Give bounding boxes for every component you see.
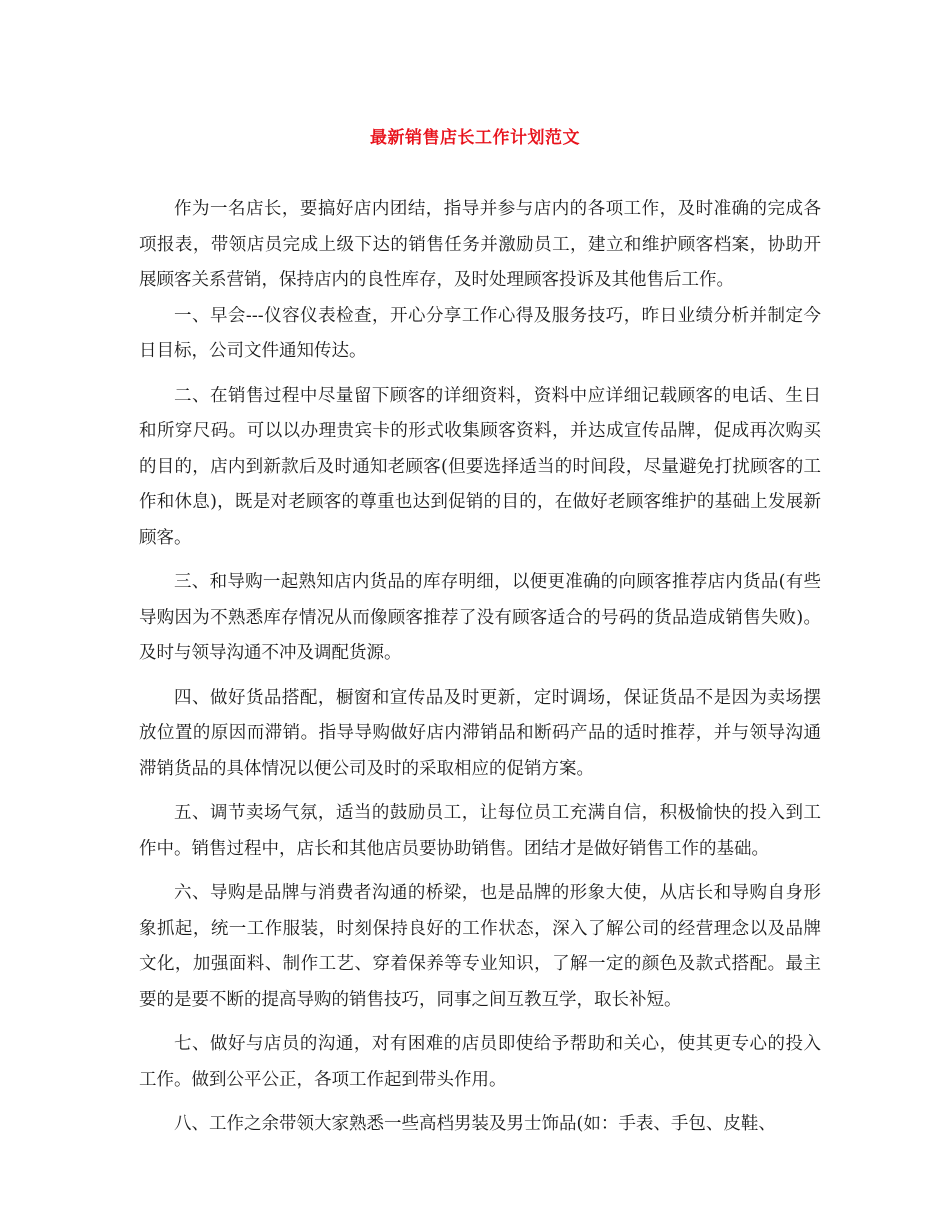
paragraph-item-3: 三、和导购一起熟知店内货品的库存明细，以便更准确的向顾客推荐店内货品(有些导购因为不熟悉库存情况从而像顾客推荐了没有顾客适合的号码的货品造成销售失败)。 及时与领导沟通不冲及调配货源。 xyxy=(139,572,821,663)
paragraph-item-4: 四、做好货品搭配，橱窗和宣传品及时更新，定时调场，保证货品不是因为卖场摆放位置的原因而滞销。指导导购做好店内滞销品和断码产品的适时推荐，并与领导沟通滞销货品的具体情况以便公司及时的采取相应的促销方案。 xyxy=(139,687,821,779)
document-body xyxy=(139,192,821,1143)
paragraph-item-1: 一、早会---仪容仪表检查，开心分享工作心得及服务技巧，昨日业绩分析并制定今日目标，公司文件通知传达。 xyxy=(139,305,821,361)
paragraph-item-6: 六、导购是品牌与消费者沟通的桥梁，也是品牌的形象大使，从店长和导购自身形象抓起，统一工作服装，时刻保持良好的工作状态，深入了解公司的经营理念以及品牌文化，加强面料、制作工艺、穿着保养等专业知识，了解一定的颜色及款式搭配。最主要的是要不断的提高导购的销售技巧，同事之间互教互学，取长补短。 xyxy=(139,883,821,1010)
document-title: 最新销售店长工作计划范文 xyxy=(370,128,580,148)
paragraph-item-7: 七、做好与店员的沟通，对有困难的店员即使给予帮助和关心，使其更专心的投入工作。做到公平公正，各项工作起到带头作用。 xyxy=(139,1034,821,1090)
paragraph-item-8: 八、工作之余带领大家熟悉一些高档男装及男士饰品(如：手表、手包、皮鞋、 xyxy=(174,1114,776,1134)
paragraph-item-2: 二、在销售过程中尽量留下顾客的详细资料，资料中应详细记载顾客的电话、生日和所穿尺码。可以以办理贵宾卡的形式收集顾客资料，并达成宣传品牌，促成再次购买的目的，店内到新款后及时通知老顾客(但要选择适当的时间段，尽量避免打扰顾客的工作和休息)，既是对老顾客的尊重也达到促销的目的，在做好老顾客维护的基础上发展新顾客。 xyxy=(139,385,821,548)
intro-paragraph: 作为一名店长，要搞好店内团结，指导并参与店内的各项工作，及时准确的完成各项报表，带领店员完成上级下达的销售任务并激励员工，建立和维护顾客档案，协助开展顾客关系营销，保持店内的良性库存，及时处理顾客投诉及其他售后工作。 xyxy=(139,199,821,290)
paragraph-item-5: 五、调节卖场气氛，适当的鼓励员工，让每位员工充满自信，积极愉快的投入到工作中。销售过程中，店长和其他店员要协助销售。团结才是做好销售工作的基础。 xyxy=(139,803,821,859)
